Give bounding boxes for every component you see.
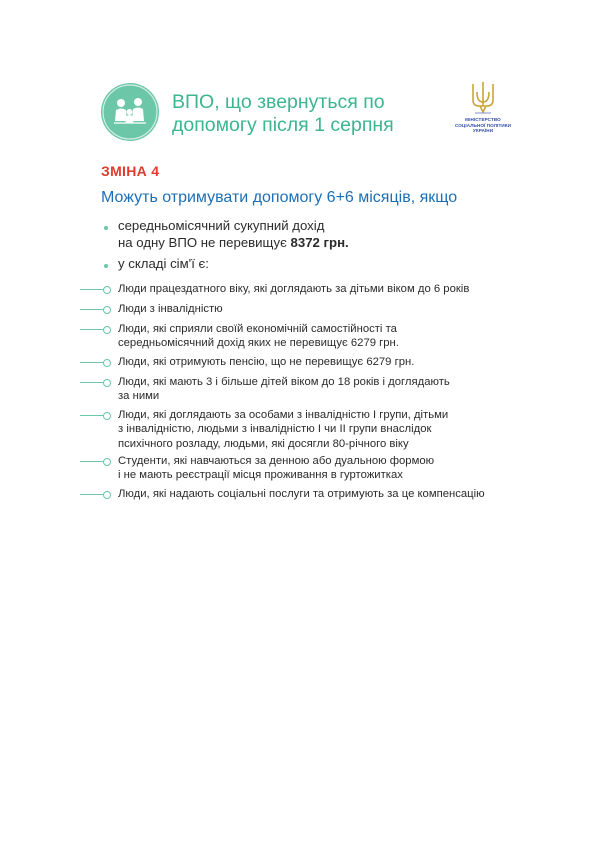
list-item-line: за ними <box>118 390 160 403</box>
ministry-logo <box>448 80 518 134</box>
list-item-line: з інвалідністю, людьми з інвалідністю І чи ІІ групи внаслідок <box>118 423 432 436</box>
ministry-line1: МІНІСТЕРСТВО <box>465 117 501 122</box>
ring-bullet-icon <box>103 359 111 367</box>
list-item-text <box>118 282 533 296</box>
ministry-name <box>448 117 518 134</box>
list-item-line: Люди, які мають 3 і більше дітей віком до 18 років і доглядають <box>118 376 450 388</box>
condition-income-amount: 8372 грн. <box>290 234 349 250</box>
condition-income-line1: середньомісячний сукупний дохід <box>118 218 325 233</box>
ring-bullet-icon <box>103 306 111 314</box>
list-item-text <box>118 355 533 369</box>
header-title-line2: допомогу після 1 серпня <box>172 114 394 136</box>
list-item-text <box>118 322 533 351</box>
list-item-text <box>118 375 533 404</box>
ring-bullet-icon <box>103 458 111 466</box>
ring-bullet-icon <box>103 379 111 387</box>
trident-icon <box>470 80 496 114</box>
change-label: ЗМІНА 4 <box>101 163 160 179</box>
ministry-line2: СОЦІАЛЬНОЇ ПОЛІТИКИ <box>454 122 512 128</box>
list-item-text <box>118 487 533 501</box>
list-item-line: і не мають реєстрації місця проживання в гуртожитках <box>118 469 403 482</box>
list-item-line: Люди працездатного віку, які доглядають за дітьми віком до 6 років <box>118 283 470 295</box>
list-item-line: психічного розладу, людьми, які досягли 80-річного віку <box>118 437 409 450</box>
header-title-line1: ВПО, що звернуться по <box>172 91 385 113</box>
bullet-dot <box>104 226 108 230</box>
header-title <box>172 91 432 137</box>
ring-bullet-icon <box>103 491 111 499</box>
bullet-dot <box>104 264 108 268</box>
list-item-line: Люди, які отримують пенсію, що не перевищує 6279 грн. <box>118 356 415 368</box>
list-item-line: Студенти, які навчаються за денною або дуальною формою <box>118 455 435 467</box>
condition-family: у складі сім'ї є: <box>118 256 209 271</box>
section-subtitle: Можуть отримувати допомогу 6+6 місяців, якщо <box>101 189 458 206</box>
ring-bullet-icon <box>103 326 111 334</box>
list-item-text <box>118 408 533 451</box>
list-item-line: Люди, які доглядають за особами з інвалідністю І групи, дітьми <box>118 409 449 421</box>
list-item-line: Люди з інвалідністю <box>118 303 223 315</box>
ring-bullet-icon <box>103 412 111 420</box>
list-item-line: Люди, які сприяли своїй економічній самостійності та <box>118 323 397 335</box>
list-item-text <box>118 302 533 316</box>
ring-bullet-icon <box>103 286 111 294</box>
list-item-line: Люди, які надають соціальні послуги та отримують за це компенсацію <box>118 488 485 500</box>
family-icon <box>101 83 159 141</box>
condition-income-line2: на одну ВПО не перевищує <box>118 234 291 250</box>
list-item-line: середньомісячний дохід яких не перевищує 6279 грн. <box>118 337 399 350</box>
ministry-line3: УКРАЇНИ <box>472 128 494 134</box>
condition-income <box>118 218 349 251</box>
list-item-text <box>118 454 533 483</box>
